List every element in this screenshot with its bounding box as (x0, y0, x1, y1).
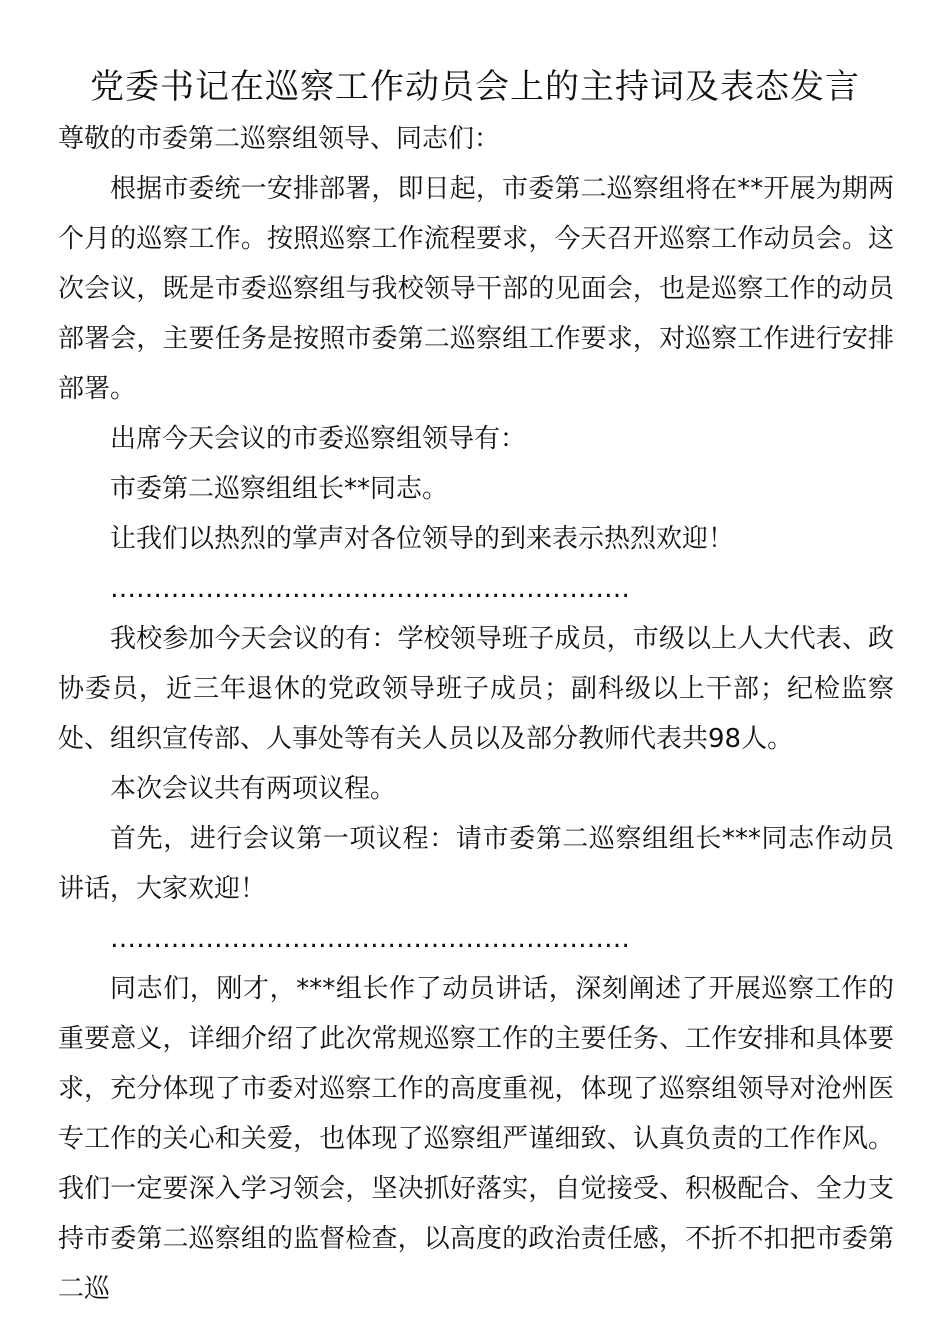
paragraph-first-agenda: 首先，进行会议第一项议程：请市委第二巡察组组长***同志作动员讲话，大家欢迎！ (58, 824, 894, 904)
paragraph-attending-leaders: 出席今天会议的市委巡察组领导有： (110, 424, 527, 454)
paragraph-group-leader: 市委第二巡察组组长**同志。 (110, 474, 449, 504)
paragraph-agenda-count: 本次会议共有两项议程。 (110, 774, 397, 804)
paragraph-statement: 同志们，刚才，***组长作了动员讲话，深刻阐述了开展巡察工作的重要意义，详细介绍了此次常规巡察工作的主要任务、工作安排和具体要求，充分体现了市委对巡察工作的高度重视，体现了巡察组领导对沧州医专工作的关心和关爱，也体现了巡察组严谨细致、认真负责的工作作风。我们一定要深入学习领会，坚决抓好落实，自觉接受、积极配合、全力支持市委第二巡察组的监督检查，以高度的政治责任感，不折不扣把市委第二巡 (58, 974, 894, 1304)
document-title: 党委书记在巡察工作动员会上的主持词及表态发言 (90, 67, 860, 107)
document-body (58, 114, 894, 1314)
salutation: 尊敬的市委第二巡察组领导、同志们： (58, 124, 501, 154)
paragraph-welcome: 让我们以热烈的掌声对各位领导的到来表示热烈欢迎！ (110, 524, 735, 554)
paragraph-arrangement: 根据市委统一安排部署，即日起，市委第二巡察组将在**开展为期两个月的巡察工作。按照巡察工作流程要求，今天召开巡察工作动员会。这次会议，既是市委巡察组与我校领导干部的见面会，也是巡察工作的动员部署会，主要任务是按照市委第二巡察组工作要求，对巡察工作进行安排部署。 (58, 174, 894, 404)
ellipsis-separator: …………………………………………………… (110, 924, 630, 954)
ellipsis-separator: …………………………………………………… (110, 574, 630, 604)
paragraph-participants: 我校参加今天会议的有：学校领导班子成员，市级以上人大代表、政协委员，近三年退休的党政领导班子成员；副科级以上干部；纪检监察处、组织宣传部、人事处等有关人员以及部分教师代表共98人。 (58, 624, 894, 754)
